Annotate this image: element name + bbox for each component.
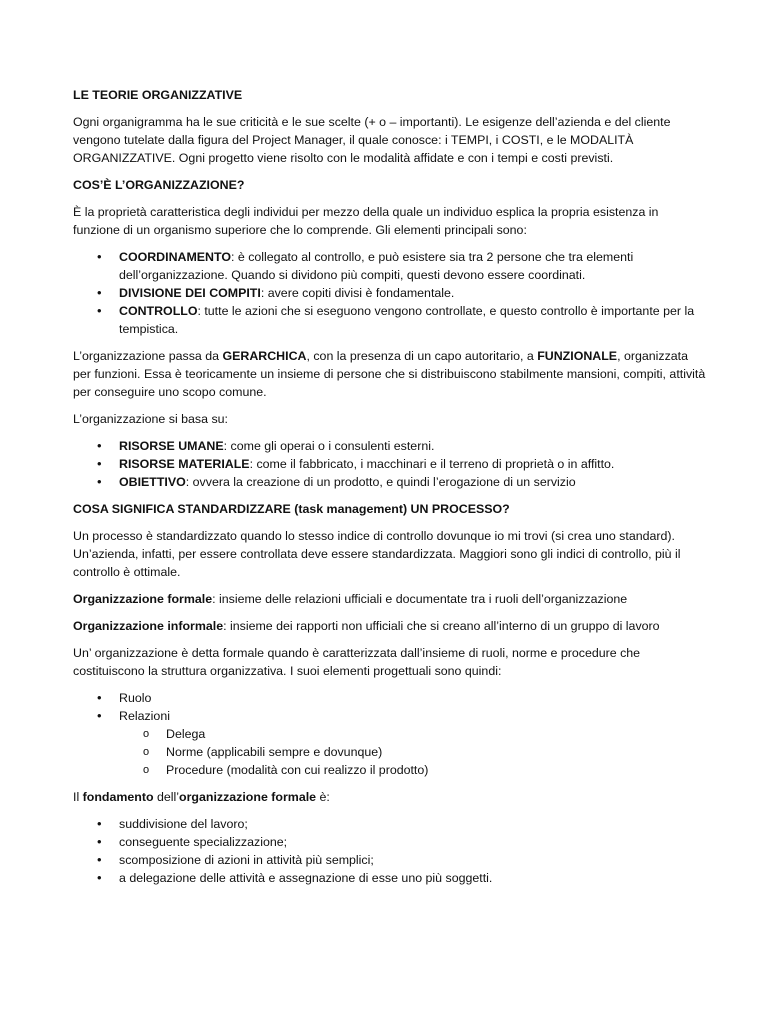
standardization-paragraph: Un processo è standardizzato quando lo stesso indice di controllo dovunque io mi trovi (si crea uno standard). Un’azienda, infatti, per essere controllata deve essere standardizzata. Maggiori sono gli indici di controllo, più il controllo è ottimale. — [73, 529, 681, 579]
formal-organization-paragraph: Un’ organizzazione è detta formale quando è caratterizzata dall’insieme di ruoli, norme e procedure che costituiscono la struttura organizzativa. I suoi elementi progettuali sono quindi: — [73, 646, 641, 678]
bold-run: GERARCHICA — [222, 349, 307, 363]
list-item: • conseguente specializzazione; — [73, 833, 708, 851]
organizzazione-definition: È la proprietà caratteristica degli individui per mezzo della quale un individuo esplica la propria esistenza in funzione di un organismo superiore che lo comprende. Gli elementi principali sono: — [73, 205, 659, 237]
text-run: , con la presenza di un capo autoritario, a — [306, 349, 538, 363]
heading-standardizzare: COSA SIGNIFICA STANDARDIZZARE (task management) UN PROCESSO? — [73, 502, 510, 516]
text-run: , organizzata per funzioni. Essa è teoricamente un insieme di persone che si distribuiscono stabilmente mansioni, compiti, attività per conseguire uno scopo comune. — [73, 349, 706, 399]
text-run: è: — [316, 790, 330, 804]
item-text: : ovvera la creazione di un prodotto, e quindi l’erogazione di un servizio — [185, 475, 576, 489]
passage-paragraph — [73, 347, 708, 401]
list-item — [73, 473, 708, 491]
bold-run: fondamento — [82, 790, 154, 804]
text-run: dell’ — [153, 790, 180, 804]
term: RISORSE UMANE — [119, 439, 224, 453]
formal-definition — [73, 590, 708, 608]
sub-list-item: o Procedure (modalità con cui realizzo il prodotto) — [73, 761, 708, 779]
term: CONTROLLO — [119, 304, 198, 318]
list-item — [73, 455, 708, 473]
item-text: : tutte le azioni che si eseguono vengono controllate, e questo controllo è importante per la tempistica. — [119, 304, 695, 336]
item-text: Relazioni — [119, 709, 170, 723]
bold-run: FUNZIONALE — [537, 349, 618, 363]
item-text: : è collegato al controllo, e può esistere sia tra 2 persone che tra elementi dell’organizzazione. Quando si dividono più compiti, questi devono essere coordinati. — [119, 250, 634, 282]
list-item — [73, 248, 708, 284]
bold-run: organizzazione formale — [179, 790, 317, 804]
term: Organizzazione informale — [73, 619, 224, 633]
item-text: : avere copiti divisi è fondamentale. — [260, 286, 455, 300]
item-text: : come gli operai o i consulenti esterni. — [223, 439, 435, 453]
list-item: • scomposizione di azioni in attività più semplici; — [73, 851, 708, 869]
intro-paragraph: Ogni organigramma ha le sue criticità e le sue scelte (+ o – importanti). Le esigenze dell’azienda e del cliente vengono tutelate dalla figura del Project Manager, il quale conosce: i TEMPI, i COSTI, e le MODALITÀ ORGANIZZATIVE. Ogni progetto viene risolto con le modalità affidate e con i tempi e costi previsti. — [73, 115, 671, 165]
text-run: Il — [73, 790, 83, 804]
sub-list — [119, 725, 708, 779]
list-item — [73, 707, 708, 779]
elements-list — [73, 248, 708, 338]
term: RISORSE MATERIALE — [119, 457, 250, 471]
term: COORDINAMENTO — [119, 250, 231, 264]
sub-list-item: o Delega — [73, 725, 708, 743]
foundation-list — [73, 815, 708, 887]
text-run: L’organizzazione passa da — [73, 349, 223, 363]
term: DIVISIONE DEI COMPITI — [119, 286, 261, 300]
document-title: LE TEORIE ORGANIZZATIVE — [73, 88, 243, 102]
item-text: : insieme delle relazioni ufficiali e documentate tra i ruoli dell’organizzazione — [212, 592, 628, 606]
list-item: • a delegazione delle attività e assegnazione di esse uno più soggetti. — [73, 869, 708, 887]
list-item — [73, 437, 708, 455]
list-item — [73, 284, 708, 302]
heading-organizzazione: COS’È L’ORGANIZZAZIONE? — [73, 178, 245, 192]
list-item: • suddivisione del lavoro; — [73, 815, 708, 833]
list-item: • Ruolo — [73, 689, 708, 707]
item-text: : come il fabbricato, i macchinari e il terreno di proprietà o in affitto. — [249, 457, 615, 471]
design-elements-list — [73, 689, 708, 779]
sub-list-item: o Norme (applicabili sempre e dovunque) — [73, 743, 708, 761]
resources-list — [73, 437, 708, 491]
foundation-paragraph — [73, 788, 708, 806]
based-on-paragraph: L’organizzazione si basa su: — [73, 412, 228, 426]
informal-definition — [73, 617, 708, 635]
item-text: : insieme dei rapporti non ufficiali che si creano all’interno di un gruppo di lavoro — [223, 619, 660, 633]
term: OBIETTIVO — [119, 475, 186, 489]
term: Organizzazione formale — [73, 592, 213, 606]
list-item — [73, 302, 708, 338]
